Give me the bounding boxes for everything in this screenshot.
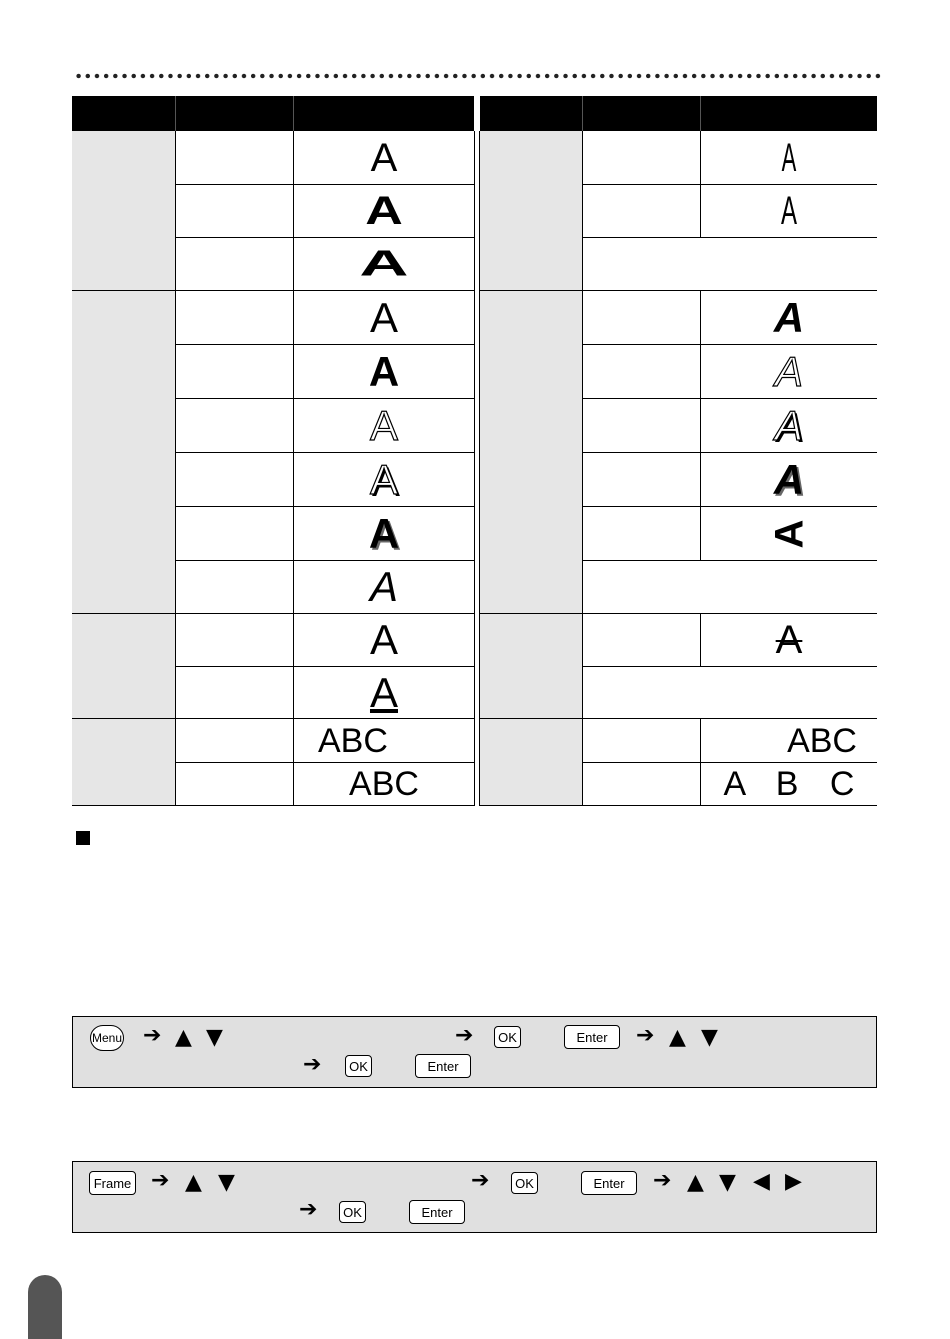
ok-key[interactable]: OK: [511, 1172, 538, 1194]
arrow-right-icon: ➔: [455, 1023, 474, 1048]
up-triangle-icon: ▲: [687, 1170, 704, 1195]
sample-normal: A: [369, 293, 398, 341]
sample-off: A: [369, 616, 398, 663]
up-triangle-icon: ▲: [669, 1025, 686, 1050]
right-triangle-icon: ▶: [785, 1169, 802, 1194]
sample-extra-narrow: A: [780, 189, 798, 233]
ok-key[interactable]: OK: [345, 1055, 372, 1077]
sample-vertical: A: [766, 519, 811, 548]
sample-align-left: ABC: [318, 721, 388, 760]
key-sequence-panel-1: [72, 1016, 877, 1088]
down-triangle-icon: ▼: [206, 1025, 223, 1050]
sample-shadow: A: [369, 455, 398, 503]
attribute-table: [72, 96, 877, 806]
arrow-right-icon: ➔: [303, 1052, 322, 1077]
sample-solid: A: [368, 509, 400, 557]
arrow-right-icon: ➔: [471, 1168, 490, 1193]
sample-narrow: A: [781, 136, 797, 180]
down-triangle-icon: ▼: [218, 1170, 235, 1195]
arrow-right-icon: ➔: [636, 1023, 655, 1048]
sample-extra-wide: A: [359, 244, 409, 284]
table-header-right: [480, 96, 877, 131]
sample-align-right: ABC: [787, 721, 857, 760]
sample-bold: A: [368, 347, 400, 395]
page-tab: [28, 1275, 62, 1339]
up-triangle-icon: ▲: [175, 1025, 192, 1050]
menu-key[interactable]: Menu: [90, 1025, 124, 1051]
sample-italic-outline: A: [774, 347, 803, 395]
sample-italic-shadow: A: [774, 401, 803, 449]
down-triangle-icon: ▼: [719, 1170, 736, 1195]
ok-key[interactable]: OK: [339, 1201, 366, 1223]
enter-key[interactable]: Enter: [581, 1171, 637, 1195]
enter-key[interactable]: Enter: [564, 1025, 620, 1049]
dotted-divider: [74, 72, 882, 80]
sample-underline: A: [369, 668, 398, 716]
sample-italic-bold: A: [773, 293, 805, 341]
arrow-right-icon: ➔: [143, 1023, 162, 1048]
arrow-right-icon: ➔: [299, 1197, 318, 1222]
category-cell: [72, 131, 175, 806]
table-header-left: [72, 96, 474, 131]
ok-key[interactable]: OK: [494, 1026, 521, 1048]
enter-key[interactable]: Enter: [409, 1200, 465, 1224]
up-triangle-icon: ▲: [185, 1170, 202, 1195]
frame-key[interactable]: Frame: [89, 1171, 136, 1195]
down-triangle-icon: ▼: [701, 1025, 718, 1050]
sample-align-center: ABC: [349, 765, 419, 803]
arrow-right-icon: ➔: [653, 1168, 672, 1193]
arrow-right-icon: ➔: [151, 1168, 170, 1193]
section-bullet: [76, 831, 90, 845]
enter-key[interactable]: Enter: [415, 1054, 471, 1078]
left-triangle-icon: ◀: [753, 1169, 770, 1194]
key-sequence-panel-2: [72, 1161, 877, 1233]
sample-small: A: [370, 136, 398, 180]
sample-justify: A B C: [723, 765, 855, 803]
sample-outline: A: [369, 401, 398, 449]
sample-italic: A: [369, 563, 398, 610]
sample-wide: A: [365, 189, 403, 233]
sample-strikethrough: A: [775, 618, 803, 662]
sample-italic-solid: A: [773, 455, 805, 503]
